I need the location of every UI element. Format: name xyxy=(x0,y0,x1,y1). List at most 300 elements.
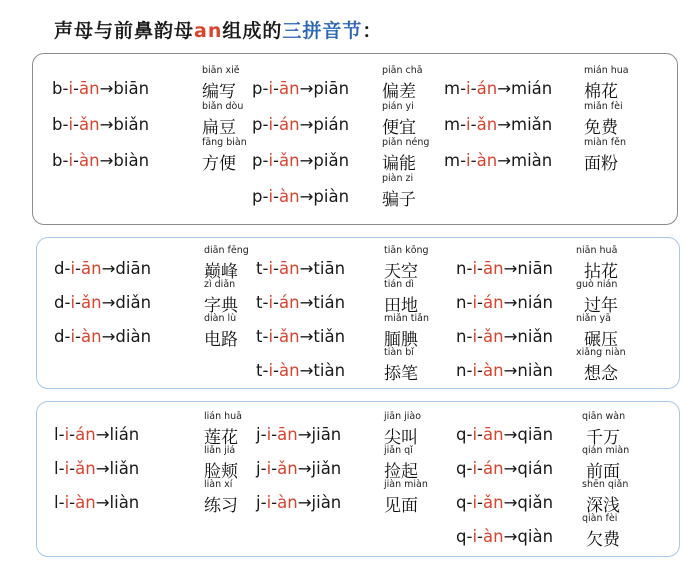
syllable-result: biān xyxy=(113,79,150,98)
example-word: 欠费 xyxy=(586,530,620,550)
hyphen: - xyxy=(477,327,483,346)
initial: l xyxy=(54,425,59,444)
syllable-result: jiān xyxy=(311,425,342,444)
word-pinyin: zì diǎn xyxy=(204,279,236,290)
syllable-result: diǎn xyxy=(115,293,152,312)
initial: l xyxy=(54,493,59,512)
medial: i xyxy=(70,293,76,312)
word-pinyin: biān xiě xyxy=(202,65,240,76)
hyphen: - xyxy=(273,327,280,346)
hyphen: - xyxy=(273,361,280,380)
initial: p xyxy=(252,187,263,206)
final: àn xyxy=(75,493,96,512)
spelling-formula xyxy=(256,327,345,346)
arrow-icon: → xyxy=(299,79,314,98)
hyphen: - xyxy=(62,115,69,134)
hyphen: - xyxy=(58,493,65,512)
spelling-formula xyxy=(252,151,349,170)
initial: m xyxy=(444,151,461,170)
final: án xyxy=(279,293,300,312)
syllable-result: niàn xyxy=(517,361,554,380)
final: ān xyxy=(81,259,102,278)
example-word: 免费 xyxy=(584,118,618,138)
hyphen: - xyxy=(460,151,467,170)
initial: n xyxy=(456,361,467,380)
initial: j xyxy=(256,493,261,512)
medial: i xyxy=(70,327,76,346)
initial: l xyxy=(54,459,59,478)
final: ǎn xyxy=(277,459,298,478)
spelling-formula xyxy=(52,151,149,170)
initial: b xyxy=(52,115,63,134)
example-word: 电路 xyxy=(204,330,238,350)
word-pinyin: diān fēng xyxy=(204,245,249,256)
initial: m xyxy=(444,115,461,134)
hyphen: - xyxy=(466,493,473,512)
arrow-icon: → xyxy=(503,459,518,478)
word-pinyin: tiàn bǐ xyxy=(384,347,414,358)
hyphen: - xyxy=(262,259,269,278)
initial: j xyxy=(256,459,261,478)
example-word: 练习 xyxy=(204,496,238,516)
arrow-icon: → xyxy=(299,293,314,312)
medial: i xyxy=(472,361,478,380)
syllable-result: tián xyxy=(313,293,346,312)
syllable-result: tiǎn xyxy=(313,327,346,346)
initial: q xyxy=(456,527,467,546)
hyphen: - xyxy=(64,293,71,312)
syllable-result: qiǎn xyxy=(517,493,554,512)
hyphen: - xyxy=(69,425,76,444)
syllable-result: piān xyxy=(313,79,350,98)
arrow-icon: → xyxy=(299,151,314,170)
spelling-formula xyxy=(444,115,552,134)
word-pinyin: pián yi xyxy=(382,101,414,112)
hyphen: - xyxy=(262,361,269,380)
word-pinyin: fāng biàn xyxy=(202,137,247,148)
spelling-formula xyxy=(54,425,139,444)
arrow-icon: → xyxy=(99,79,114,98)
example-word: 深浅 xyxy=(586,496,620,516)
spelling-formula xyxy=(52,115,149,134)
hyphen: - xyxy=(73,79,80,98)
medial: i xyxy=(472,259,478,278)
final: ān xyxy=(483,425,504,444)
hyphen: - xyxy=(73,151,80,170)
initial: p xyxy=(252,151,263,170)
syllable-result: tiān xyxy=(313,259,346,278)
syllable-result: biàn xyxy=(113,151,150,170)
hyphen: - xyxy=(470,115,477,134)
hyphen: - xyxy=(262,79,269,98)
final: àn xyxy=(81,327,102,346)
hyphen: - xyxy=(260,493,267,512)
hyphen: - xyxy=(271,459,278,478)
hyphen: - xyxy=(477,259,483,278)
word-pinyin: qián miàn xyxy=(582,445,630,456)
arrow-icon: → xyxy=(299,187,314,206)
arrow-icon: → xyxy=(503,425,518,444)
syllable-result: lián xyxy=(109,425,140,444)
syllable-result: biǎn xyxy=(113,115,150,134)
word-pinyin: liàn xí xyxy=(204,479,233,490)
title-part-1: 声母与前鼻韵母 xyxy=(54,20,195,42)
hyphen: - xyxy=(466,527,473,546)
syllable-result: pián xyxy=(313,115,350,134)
word-pinyin: miǎn fèi xyxy=(584,101,623,112)
spelling-formula xyxy=(256,493,341,512)
final: án xyxy=(483,459,504,478)
medial: i xyxy=(68,151,74,170)
medial: i xyxy=(268,259,274,278)
hyphen: - xyxy=(62,79,69,98)
hyphen: - xyxy=(75,293,82,312)
arrow-icon: → xyxy=(299,259,314,278)
word-pinyin: biǎn dòu xyxy=(202,101,244,112)
initial: t xyxy=(256,327,263,346)
word-pinyin: piān chā xyxy=(382,65,423,76)
spelling-formula xyxy=(256,425,341,444)
hyphen: - xyxy=(477,527,484,546)
medial: i xyxy=(68,115,74,134)
example-word: 想念 xyxy=(584,364,618,384)
initial: n xyxy=(456,259,467,278)
arrow-icon: → xyxy=(95,459,110,478)
medial: i xyxy=(466,115,471,134)
example-word: 面粉 xyxy=(584,154,618,174)
medial: i xyxy=(268,79,274,98)
hyphen: - xyxy=(477,493,484,512)
syllable-result: niān xyxy=(517,259,554,278)
syllable-result: diàn xyxy=(115,327,152,346)
syllable-result: niǎn xyxy=(517,327,554,346)
arrow-icon: → xyxy=(297,425,312,444)
hyphen: - xyxy=(262,187,269,206)
hyphen: - xyxy=(466,327,473,346)
word-pinyin: liǎn jiá xyxy=(204,445,236,456)
hyphen: - xyxy=(271,425,278,444)
hyphen: - xyxy=(466,459,473,478)
word-pinyin: lián huā xyxy=(204,411,243,422)
spelling-formula xyxy=(256,361,345,380)
final: án xyxy=(279,115,300,134)
hyphen: - xyxy=(477,425,484,444)
initial: b xyxy=(52,151,63,170)
example-word: 便宜 xyxy=(382,118,416,138)
medial: i xyxy=(268,327,274,346)
spelling-formula xyxy=(54,259,151,278)
hyphen: - xyxy=(460,79,467,98)
example-word: 棉花 xyxy=(584,82,618,102)
medial: i xyxy=(472,493,478,512)
arrow-icon: → xyxy=(299,361,314,380)
hyphen: - xyxy=(271,493,278,512)
hyphen: - xyxy=(466,293,473,312)
word-pinyin: guò nián xyxy=(576,279,618,290)
final: ān xyxy=(279,79,300,98)
medial: i xyxy=(64,459,70,478)
spelling-formula xyxy=(456,459,553,478)
spelling-formula xyxy=(256,259,345,278)
final: àn xyxy=(483,361,504,380)
example-word: 扁豆 xyxy=(202,118,236,138)
arrow-icon: → xyxy=(99,115,114,134)
final: àn xyxy=(279,361,300,380)
spelling-formula xyxy=(456,493,553,512)
spelling-formula xyxy=(456,327,553,346)
word-pinyin: piàn zi xyxy=(382,173,414,184)
medial: i xyxy=(268,115,274,134)
spelling-formula xyxy=(54,459,139,478)
final: ǎn xyxy=(75,459,96,478)
arrow-icon: → xyxy=(503,493,518,512)
spelling-formula xyxy=(456,527,553,546)
example-word: 前面 xyxy=(586,462,620,482)
spelling-formula xyxy=(456,361,553,380)
example-word: 巅峰 xyxy=(204,262,238,282)
hyphen: - xyxy=(62,151,69,170)
spelling-formula xyxy=(54,327,151,346)
initial: d xyxy=(54,293,65,312)
final: àn xyxy=(476,151,498,170)
initial: t xyxy=(256,293,263,312)
medial: i xyxy=(64,493,70,512)
medial: i xyxy=(268,361,274,380)
arrow-icon: → xyxy=(503,293,518,312)
final: àn xyxy=(483,527,504,546)
example-word: 偏差 xyxy=(382,82,416,102)
word-pinyin: jiān jiào xyxy=(384,411,422,422)
word-pinyin: diàn lù xyxy=(204,313,237,324)
medial: i xyxy=(64,425,70,444)
example-word: 尖叫 xyxy=(384,428,418,448)
medial: i xyxy=(472,459,478,478)
arrow-icon: → xyxy=(497,79,512,98)
word-pinyin: qiàn fèi xyxy=(582,513,618,524)
final: àn xyxy=(277,493,298,512)
syllable-result: tiàn xyxy=(313,361,346,380)
spelling-formula xyxy=(52,79,149,98)
arrow-icon: → xyxy=(95,493,110,512)
arrow-icon: → xyxy=(497,115,512,134)
hyphen: - xyxy=(58,425,65,444)
hyphen: - xyxy=(64,259,71,278)
syllable-result: miǎn xyxy=(511,115,553,134)
word-pinyin: miǎn tiǎn xyxy=(384,313,429,324)
syllable-result: qián xyxy=(517,459,554,478)
example-word: 脸颊 xyxy=(204,462,238,482)
final: àn xyxy=(79,151,100,170)
spelling-formula xyxy=(456,259,553,278)
example-word: 谝能 xyxy=(382,154,416,174)
arrow-icon: → xyxy=(299,115,314,134)
syllable-result: piǎn xyxy=(313,151,350,170)
final: ān xyxy=(483,259,504,278)
hyphen: - xyxy=(262,151,269,170)
initial: p xyxy=(252,79,263,98)
hyphen: - xyxy=(75,327,82,346)
final: ǎn xyxy=(279,327,300,346)
syllable-result: piàn xyxy=(313,187,350,206)
hyphen: - xyxy=(273,151,280,170)
arrow-icon: → xyxy=(503,361,518,380)
word-pinyin: shēn qiǎn xyxy=(582,479,629,490)
arrow-icon: → xyxy=(297,459,312,478)
final: ǎn xyxy=(81,293,102,312)
medial: i xyxy=(268,187,274,206)
hyphen: - xyxy=(260,459,267,478)
initial: p xyxy=(252,115,263,134)
hyphen: - xyxy=(273,187,280,206)
arrow-icon: → xyxy=(99,151,114,170)
medial: i xyxy=(472,327,478,346)
medial: i xyxy=(268,151,274,170)
hyphen: - xyxy=(466,259,473,278)
hyphen: - xyxy=(477,361,483,380)
hyphen: - xyxy=(477,459,484,478)
word-pinyin: tián dì xyxy=(384,279,414,290)
initial: n xyxy=(456,293,467,312)
title-final-an: an xyxy=(194,20,223,42)
syllable-result: nián xyxy=(517,293,554,312)
word-pinyin: mián hua xyxy=(584,65,629,76)
hyphen: - xyxy=(260,425,267,444)
hyphen: - xyxy=(73,115,80,134)
arrow-icon: → xyxy=(297,493,312,512)
example-word: 见面 xyxy=(384,496,418,516)
word-pinyin: xiǎng niàn xyxy=(576,347,626,358)
title-part-3: 组成的 xyxy=(222,20,283,42)
example-word: 莲花 xyxy=(204,428,238,448)
example-word: 过年 xyxy=(584,296,618,316)
example-word: 碾压 xyxy=(584,330,618,350)
final: ǎn xyxy=(79,115,100,134)
spelling-formula xyxy=(252,115,349,134)
initial: d xyxy=(54,327,65,346)
spelling-formula xyxy=(444,151,552,170)
medial: i xyxy=(266,493,272,512)
arrow-icon: → xyxy=(497,151,512,170)
word-pinyin: miàn fěn xyxy=(584,137,626,148)
example-word: 方便 xyxy=(202,154,236,174)
spelling-formula xyxy=(444,79,552,98)
syllable-result: mián xyxy=(511,79,553,98)
final: ǎn xyxy=(483,493,504,512)
medial: i xyxy=(266,425,272,444)
arrow-icon: → xyxy=(503,327,518,346)
final: án xyxy=(476,79,498,98)
hyphen: - xyxy=(58,459,65,478)
arrow-icon: → xyxy=(95,425,110,444)
arrow-icon: → xyxy=(101,293,116,312)
example-word: 田地 xyxy=(384,296,418,316)
hyphen: - xyxy=(466,361,473,380)
hyphen: - xyxy=(262,115,269,134)
hyphen: - xyxy=(75,259,82,278)
initial: q xyxy=(456,459,467,478)
final: ǎn xyxy=(279,151,300,170)
word-pinyin: niǎn yā xyxy=(576,313,611,324)
spelling-formula xyxy=(456,293,553,312)
hyphen: - xyxy=(273,293,280,312)
syllable-result: jiàn xyxy=(311,493,342,512)
title-three-part-syllables: 三拼音节 xyxy=(282,20,363,42)
medial: i xyxy=(472,425,478,444)
hyphen: - xyxy=(466,425,473,444)
medial: i xyxy=(466,79,471,98)
initial: t xyxy=(256,361,263,380)
medial: i xyxy=(70,259,76,278)
syllable-result: miàn xyxy=(511,151,553,170)
hyphen: - xyxy=(477,293,483,312)
spelling-formula xyxy=(54,493,139,512)
example-word: 腼腆 xyxy=(384,330,418,350)
arrow-icon: → xyxy=(299,327,314,346)
arrow-icon: → xyxy=(503,259,518,278)
initial: q xyxy=(456,425,467,444)
hyphen: - xyxy=(64,327,71,346)
word-pinyin: piǎn néng xyxy=(382,137,430,148)
hyphen: - xyxy=(470,79,477,98)
example-word: 字典 xyxy=(204,296,238,316)
example-word: 拈花 xyxy=(584,262,618,282)
hyphen: - xyxy=(273,79,280,98)
example-word: 编写 xyxy=(202,82,236,102)
final: ān xyxy=(277,425,298,444)
example-word: 捡起 xyxy=(384,462,418,482)
medial: i xyxy=(466,151,471,170)
medial: i xyxy=(68,79,74,98)
final: án xyxy=(75,425,96,444)
example-word: 掭笔 xyxy=(384,364,418,384)
spelling-formula xyxy=(256,459,341,478)
syllable-result: jiǎn xyxy=(311,459,342,478)
initial: q xyxy=(456,493,467,512)
example-word: 骗子 xyxy=(382,190,416,210)
word-pinyin: jiǎn qǐ xyxy=(384,445,413,456)
initial: m xyxy=(444,79,461,98)
spelling-formula xyxy=(54,293,151,312)
medial: i xyxy=(266,459,272,478)
final: ān xyxy=(279,259,300,278)
title-colon: ： xyxy=(362,20,383,42)
hyphen: - xyxy=(69,493,76,512)
medial: i xyxy=(268,293,274,312)
word-pinyin: tiān kōng xyxy=(384,245,429,256)
initial: j xyxy=(256,425,261,444)
hyphen: - xyxy=(470,151,477,170)
arrow-icon: → xyxy=(101,259,116,278)
example-word: 天空 xyxy=(384,262,418,282)
initial: d xyxy=(54,259,65,278)
final: án xyxy=(483,293,504,312)
syllable-result: diān xyxy=(115,259,152,278)
initial: t xyxy=(256,259,263,278)
word-pinyin: qiān wàn xyxy=(582,411,626,422)
final: ān xyxy=(79,79,100,98)
word-pinyin: jiàn miàn xyxy=(384,479,428,490)
initial: n xyxy=(456,327,467,346)
medial: i xyxy=(472,527,478,546)
hyphen: - xyxy=(262,293,269,312)
hyphen: - xyxy=(460,115,467,134)
spelling-formula xyxy=(256,293,345,312)
syllable-result: qiān xyxy=(517,425,554,444)
final: ǎn xyxy=(483,327,504,346)
medial: i xyxy=(472,293,478,312)
arrow-icon: → xyxy=(101,327,116,346)
spelling-formula xyxy=(252,187,349,206)
